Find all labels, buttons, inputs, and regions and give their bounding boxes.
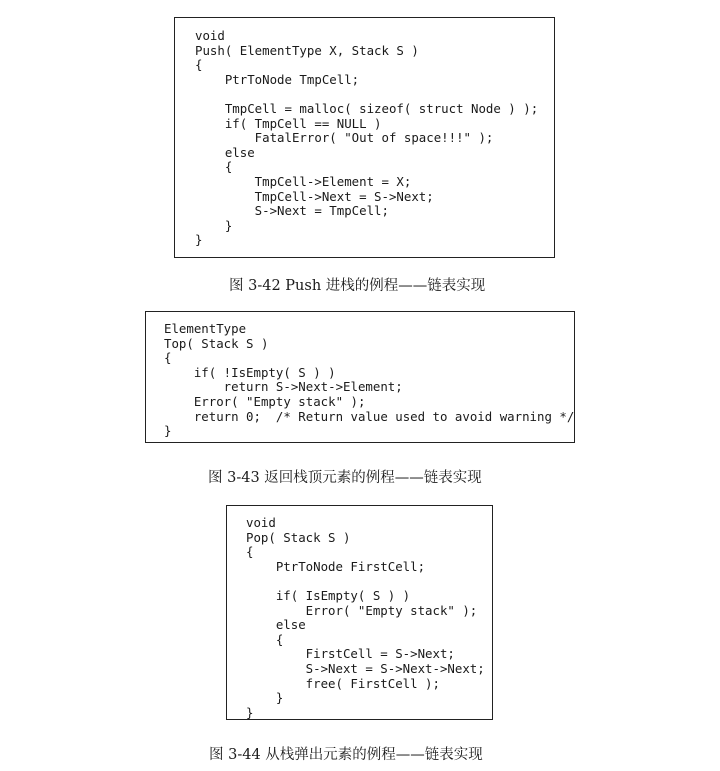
figure-caption-3-44: 图 3-44 从栈弹出元素的例程——链表实现 <box>209 747 483 763</box>
figure-caption-3-42: 图 3-42 Push 进栈的例程——链表实现 <box>229 278 486 294</box>
code-box-push <box>174 17 555 258</box>
code-listing-pop: void Pop( Stack S ) { PtrToNode FirstCell; if( IsEmpty( S ) ) Error( "Empty stack" ); else { FirstCell = S->Next; S->Next = S->Next->Next; free( FirstCell ); } } <box>246 515 485 720</box>
code-box-top <box>145 311 575 443</box>
code-listing-push: void Push( ElementType X, Stack S ) { PtrToNode TmpCell; TmpCell = malloc( sizeof( struct Node ) ); if( TmpCell == NULL ) FatalError( "Out of space!!!" ); else { TmpCell->Element = X; TmpCell->Next = S->Next; S->Next = TmpCell; } } <box>195 28 539 248</box>
code-box-pop <box>226 505 493 720</box>
code-listing-top: ElementType Top( Stack S ) { if( !IsEmpty( S ) ) return S->Next->Element; Error( "Empty stack" ); return 0; /* Return value used to avoid warning */ } <box>164 321 575 439</box>
figure-caption-3-43: 图 3-43 返回栈顶元素的例程——链表实现 <box>208 470 482 486</box>
